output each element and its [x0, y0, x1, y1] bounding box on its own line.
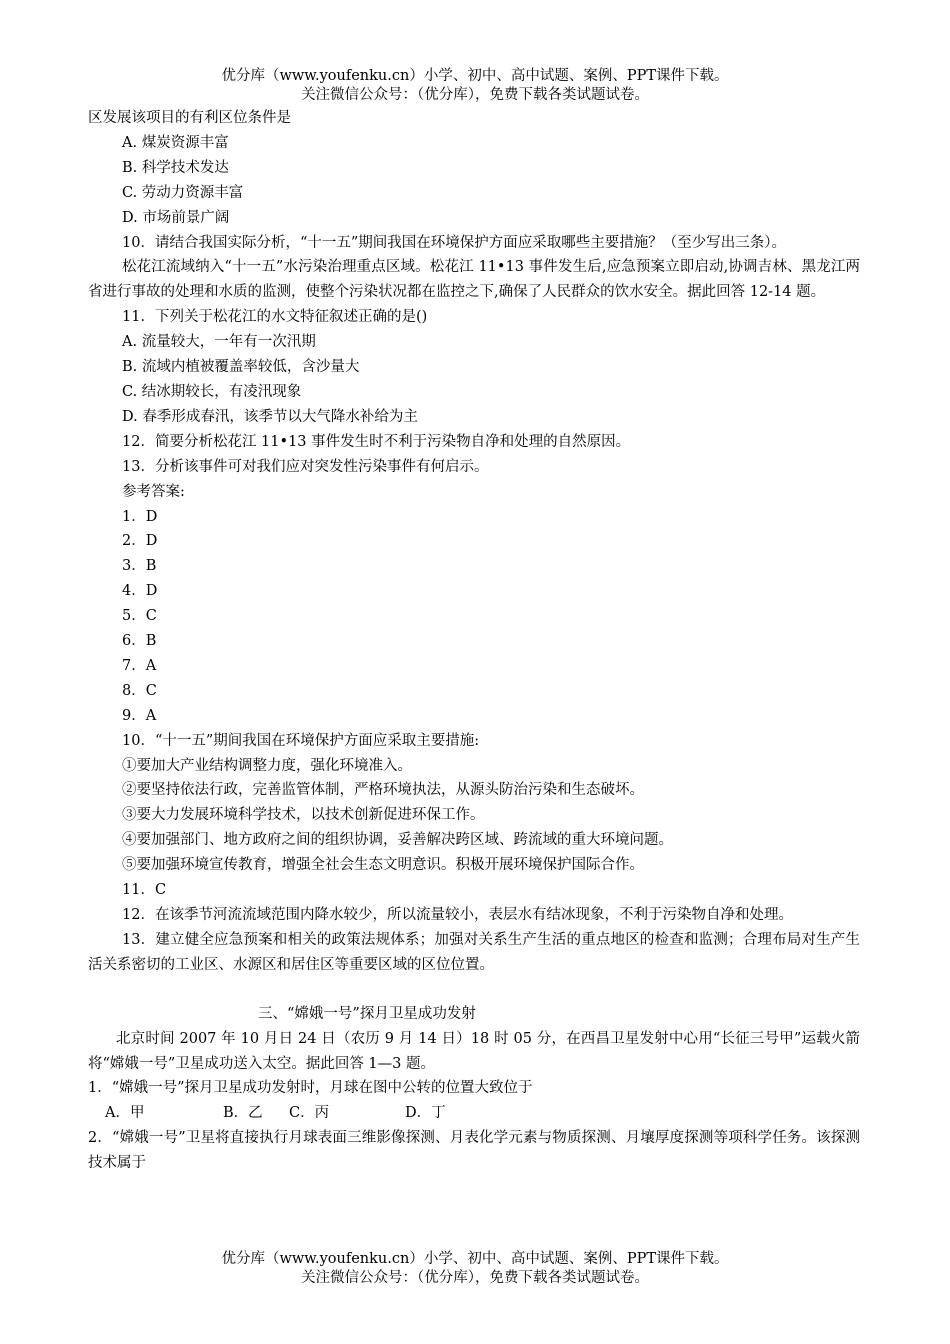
footer-line-2: 关注微信公众号：（优分库），免费下载各类试题试卷。 [301, 1270, 649, 1286]
answer-item: 6．B [122, 633, 157, 650]
answer-item: 11．C [122, 882, 167, 899]
answer-12: 12．在该季节河流流域范围内降水较少，所以流量较小，表层水有结冰现象，不利于污染物自净和处理。 [122, 907, 793, 923]
question-2: 2．“嫦娥一号”卫星将直接执行月球表面三维影像探测、月表化学元素与物质探测、月壤厚度探测等项科学任务。该探测技术属于 [88, 1130, 860, 1172]
footer-line-1: 优分库（www.youfenku.cn）小学、初中、高中试题、案例、PPT课件下载。 [221, 1251, 729, 1267]
option-d: D. 市场前景广阔 [122, 209, 230, 226]
measure-item: ④要加强部门、地方政府之间的组织协调，妥善解决跨区域、跨流域的重大环境问题。 [122, 832, 673, 849]
header-line-1: 优分库（www.youfenku.cn）小学、初中、高中试题、案例、PPT课件下载。 [221, 68, 729, 84]
question-11: 11．下列关于松花江的水文特征叙述正确的是() [122, 309, 428, 326]
option-d: D．丁 [405, 1105, 446, 1122]
answer-13: 13．建立健全应急预案和相关的政策法规体系；加强对关系生产生活的重点地区的检查和监测；合理布局对生产生活关系密切的工业区、水源区和居住区等重要区域的区位位置。 [88, 931, 860, 973]
section-intro: 北京时间 2007 年 10 月日 24 日（农历 9 月 14 日）18 时 05 分，在西昌卫星发射中心用“长征三号甲”运载火箭将“嫦娥一号”卫星成功送入太空。据此回答 1—3 题。 [88, 1030, 860, 1072]
answer-item: 5．C [122, 608, 157, 625]
option-a: A. 煤炭资源丰富 [122, 134, 229, 151]
option-c: C. 结冰期较长，有凌汛现象 [122, 383, 302, 400]
answer-item: 3．B [122, 558, 157, 575]
measure-item: ⑤要加强环境宣传教育，增强全社会生态文明意识。积极开展环境保护国际合作。 [122, 857, 644, 874]
answer-item: 9．A [122, 707, 157, 724]
measure-item: ③要大力发展环境科学技术，以技术创新促进环保工作。 [122, 807, 485, 824]
option-c: C. 劳动力资源丰富 [122, 184, 244, 201]
question-1-options [88, 1101, 860, 1126]
answer-item: 2．D [122, 533, 158, 550]
option-a: A．甲 [105, 1105, 145, 1122]
page-footer [0, 1250, 950, 1288]
answer-item: 1．D [122, 508, 158, 525]
answers-heading: 参考答案: [122, 483, 185, 500]
option-a: A. 流量较大，一年有一次汛期 [122, 334, 316, 351]
section-title: 三、“嫦娥一号”探月卫星成功发射 [258, 1005, 476, 1022]
question-12: 12．简要分析松花江 11•13 事件发生时不利于污染物自净和处理的自然原因。 [122, 433, 631, 450]
text-line: 区发展该项目的有利区位条件是 [88, 110, 291, 126]
option-d: D. 春季形成春汛，该季节以大气降水补给为主 [122, 408, 418, 425]
answer-10: 10．“十一五”期间我国在环境保护方面应采取主要措施: [122, 732, 480, 749]
header-line-2: 关注微信公众号：（优分库），免费下载各类试题试卷。 [301, 87, 649, 103]
question-1: 1．“嫦娥一号”探月卫星成功发射时，月球在图中公转的位置大致位于 [88, 1080, 533, 1097]
measure-item: ②要坚持依法行政，完善监管体制，严格环境执法，从源头防治污染和生态破坏。 [122, 782, 644, 799]
answer-item: 8．C [122, 682, 157, 699]
document-body [88, 106, 860, 1176]
passage-songhua: 松花江流域纳入“十一五”水污染治理重点区域。松花江 11•13 事件发生后,应急预案立即启动,协调吉林、黑龙江两省进行事故的处理和水质的监测，使整个污染状况都在监控之下,确保了人民群众的饮水安全。据此回答 12-14 题。 [88, 259, 860, 301]
option-b: B. 科学技术发达 [122, 159, 229, 176]
option-c: C．丙 [289, 1105, 330, 1122]
answer-item: 4．D [122, 583, 158, 600]
question-13: 13．分析该事件可对我们应对突发性污染事件有何启示。 [122, 458, 489, 475]
page-header [0, 67, 950, 105]
measure-item: ①要加大产业结构调整力度，强化环境准入。 [122, 757, 412, 774]
option-b: B. 流域内植被覆盖率较低，含沙量大 [122, 359, 360, 376]
option-b: B．乙 [223, 1105, 263, 1122]
question-10: 10．请结合我国实际分析，“十一五”期间我国在环境保护方面应采取哪些主要措施？（至少写出三条）。 [122, 234, 787, 251]
answer-item: 7．A [122, 657, 157, 674]
